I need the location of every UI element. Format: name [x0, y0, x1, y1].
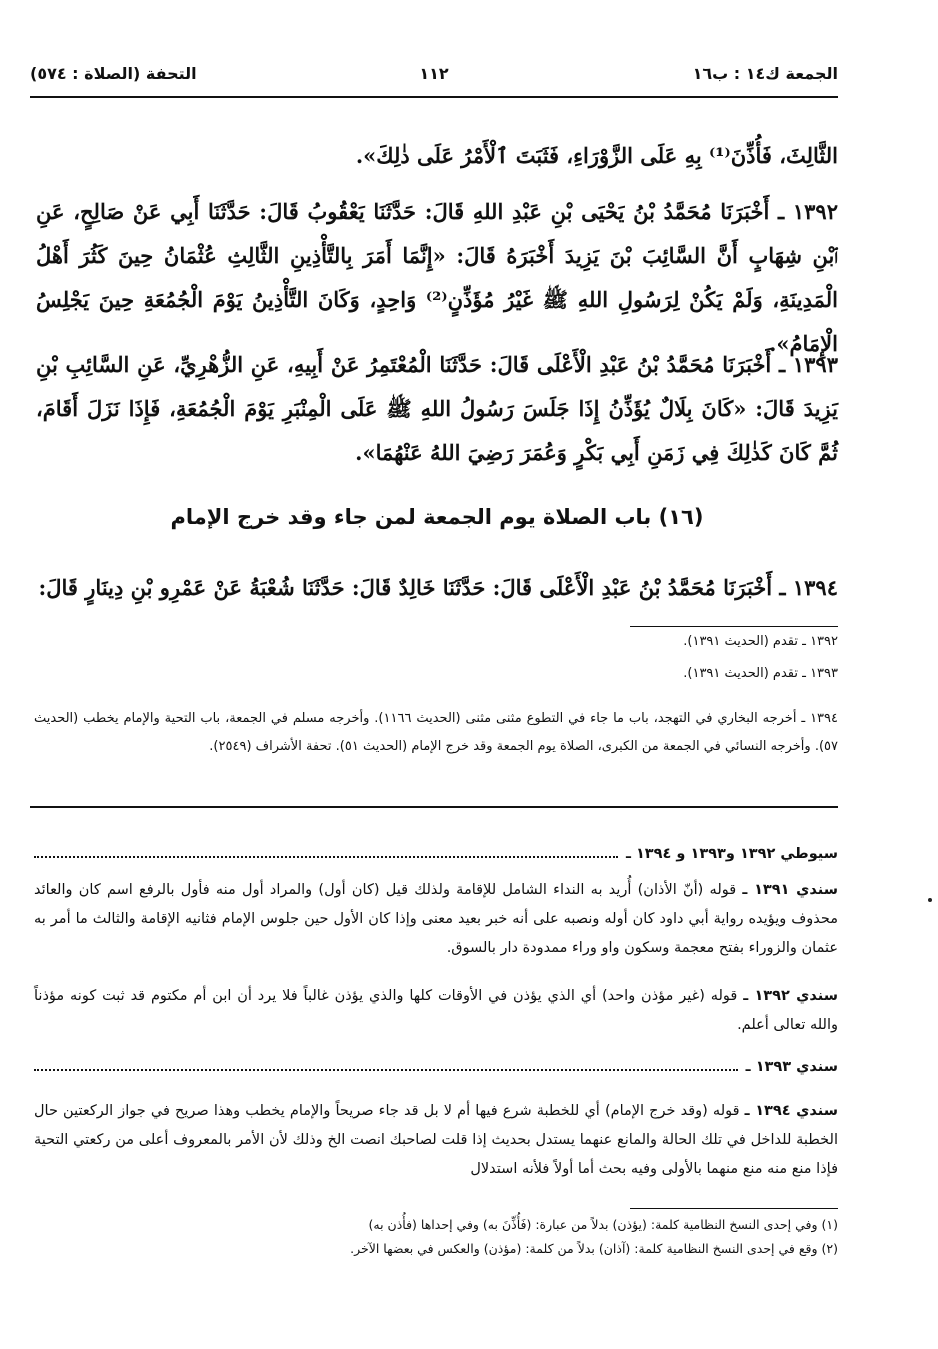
commentary-rule	[30, 806, 838, 808]
footnote-2: (٢) وقع في إحدى النسخ النظامية كلمة: (آذان) بدلاً من كلمة: (مؤذن) والعكس في بعضها الآخر.	[350, 1241, 838, 1256]
sindi-text-1391: قوله (أنّ الأذان) أُريد به النداء الشامل للإقامة ولذلك قيل (كان أول) والمراد أول منه فأول بالرفع اسم كان والعائد محذوف ويؤيده رواية أبي داود كان أوله ونصبه على أنه خبر بعيد معنى وإذا كان الأول حين جلوس الإمام فثانيه الإقامة والثالث ما أمر به عثمان والزوراء بفتح معجمة وسكون واو وراء ممدودة دار بالسوق.	[34, 882, 838, 956]
sindi-label-1394: سندي ١٣٩٤ ـ	[744, 1103, 838, 1119]
notes-rule	[630, 626, 838, 627]
header-reference: التحفة (الصلاة : ٥٧٤)	[30, 64, 197, 83]
sindi-label-1393: سندي ١٣٩٣ ـ	[745, 1059, 838, 1075]
hadith-continuation: الثَّالِثَ، فَأُذِّنَ⁽¹⁾ بِهِ عَلَى الزَّوْرَاءِ، فَثَبَتَ ٱلْأَمْرُ عَلَى ذٰلِكَ».	[355, 143, 838, 168]
footnote-1: (١) وفي إحدى النسخ النظامية كلمة: (يؤذن) بدلاً من عبارة: (فَأُذِّنَ به) وفي إحداها (فأُذن به)	[368, 1217, 838, 1232]
running-header	[30, 64, 838, 94]
sindi-commentary-1391	[34, 876, 838, 963]
sindi-commentary-1394	[34, 1097, 838, 1184]
takhrij-note-1392: ١٣٩٢ ـ تقدم (الحديث ١٣٩١).	[683, 634, 838, 649]
dotted-leader	[34, 1068, 738, 1071]
takhrij-note-1393: ١٣٩٣ ـ تقدم (الحديث ١٣٩١).	[683, 666, 838, 681]
sindi-text-1394: قوله (وقد خرج الإمام) أي للخطبة شرع فيها أم لا بل قد جاء صريحاً والإمام يخطب وهذا صريح في جواز الركعتين حال الخطبة للداخل في تلك الحالة والمانع عنهما يستدل بحديث إذا قلت لصاحبك انصت الخ وذلك لأن الأمر بالمعروف أعلى من ركعتي التحية فإذا منع منه منع منهما بالأولى وفيه بحث أما أولاً فلأنه استدلال	[34, 1103, 838, 1177]
sindi-commentary-1393	[34, 1053, 838, 1082]
header-chapter: الجمعة ك١٤ : ب١٦	[692, 64, 838, 83]
takhrij-note-1394: ١٣٩٤ ـ أخرجه البخاري في التهجد، باب ما جاء في التطوع مثنى مثنى (الحديث ١١٦٦). وأخرجه مسلم في الجمعة، باب التحية والإمام يخطب (الحديث ٥٧). وأخرجه النسائي في الجمعة من الكبرى، الصلاة يوم الجمعة وقد خرج الإمام (الحديث ٥١). تحفة الأشراف (٢٥٤٩).	[34, 711, 838, 754]
sindi-commentary-1392	[34, 982, 838, 1040]
margin-dot	[928, 898, 932, 902]
dotted-leader	[34, 855, 618, 858]
sindi-label-1391: سندي ١٣٩١ ـ	[742, 882, 838, 898]
page-number: ١١٢	[419, 64, 449, 83]
chapter-heading: (١٦) باب الصلاة يوم الجمعة لمن جاء وقد خرج الإمام	[170, 505, 704, 529]
hadith-1393: ١٣٩٣ ـ أَخْبَرَنَا مُحَمَّدُ بْنُ عَبْدِ الْأَعْلَى قَالَ: حَدَّثَنَا الْمُعْتَمِرُ عَنْ أَبِيهِ، عَنِ الزُّهْرِيِّ، عَنِ السَّائِبِ بْنِ يَزِيدَ قَالَ: «كَانَ بِلَالٌ يُؤَذِّنُ إِذَا جَلَسَ رَسُولُ اللهِ ﷺ عَلَى الْمِنْبَرِ يَوْمَ الْجُمُعَةِ، فَإِذَا نَزَلَ أَقَامَ، ثُمَّ كَانَ كَذٰلِكَ فِي زَمَنِ أَبِي بَكْرٍ وَعُمَرَ رَضِيَ اللهُ عَنْهُمَا».	[36, 352, 838, 465]
suyuti-label: سيوطي ١٣٩٢ و١٣٩٣ و ١٣٩٤ ـ	[625, 846, 838, 862]
hadith-1394: ١٣٩٤ ـ أَخْبَرَنَا مُحَمَّدُ بْنُ عَبْدِ الْأَعْلَى قَالَ: حَدَّثَنَا خَالِدٌ قَالَ: حَدَّثَنَا شُعْبَةُ عَنْ عَمْرِو بْنِ دِينَارٍ قَالَ:	[38, 575, 838, 600]
sindi-label-1392: سندي ١٣٩٢ ـ	[743, 988, 838, 1004]
footnote-rule	[630, 1208, 838, 1209]
suyuti-commentary	[34, 840, 838, 869]
hadith-1392: ١٣٩٢ ـ أَخْبَرَنَا مُحَمَّدُ بْنُ يَحْيَى بْنِ عَبْدِ اللهِ قَالَ: حَدَّثَنَا يَعْقُوبُ قَالَ: حَدَّثَنَا أَبِي عَنْ صَالِحٍ، عَنِ ٱبْنِ شِهَابٍ أَنَّ السَّائِبَ بْنَ يَزِيدَ أَخْبَرَهُ قَالَ: «إِنَّمَا أَمَرَ بِالتَّأْذِينِ الثَّالِثِ عُثْمَانُ حِينَ كَثُرَ أَهْلُ الْمَدِينَةِ، وَلَمْ يَكُنْ لِرَسُولِ اللهِ ﷺ غَيْرُ مُؤَذِّنٍ⁽²⁾ وَاحِدٍ، وَكَانَ التَّأْذِينُ يَوْمَ الْجُمُعَةِ حِينَ يَجْلِسُ الْإِمَامُ».	[36, 199, 838, 356]
sindi-text-1392: قوله (غير مؤذن واحد) أي الذي يؤذن في الأوقات كلها والذي يؤذن غالباً فلا يرد أن ابن أم مكتوم قد ثبت كونه مؤذناً والله تعالى أعلم.	[34, 988, 838, 1033]
header-rule	[30, 96, 838, 98]
